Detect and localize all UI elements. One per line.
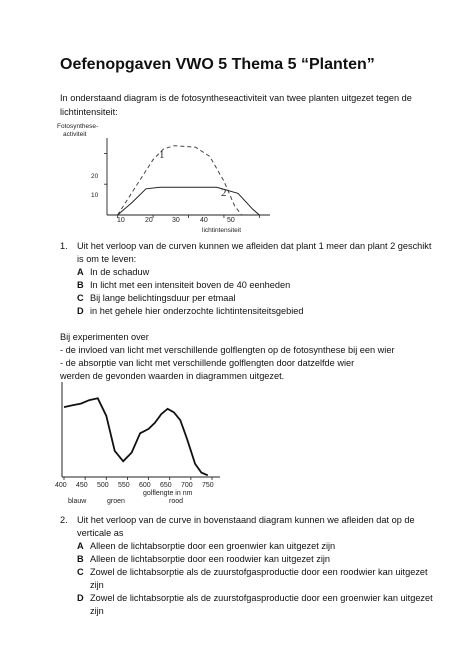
chart1-xtick-30: 30 — [172, 217, 180, 224]
option-text: Alleen de lichtabsorptie door een groenwier kan uitgezet zijn — [90, 541, 336, 551]
option-letter: D — [77, 306, 84, 316]
option-text: Bij lange belichtingsduur per etmaal — [90, 293, 236, 303]
chart2-xtick-750: 750 — [202, 482, 214, 489]
absorption-curve — [64, 398, 208, 475]
question-2-option-d[interactable] — [77, 592, 433, 605]
question-2-option-c[interactable] — [77, 566, 428, 579]
option-text: Zowel de lichtabsorptie als de zuurstofgasproductie door een roodwier kan uitgezet — [90, 567, 428, 577]
experiments-line-3: - de absorptie van licht met verschillende golflengten door datzelfde wier — [60, 358, 355, 368]
chart2-xtick-400: 400 — [55, 482, 67, 489]
option-text: Zowel de lichtabsorptie als de zuurstofgasproductie door een groenwier kan uitgezet — [90, 593, 433, 603]
chart1-ylabel-2: activiteit — [63, 131, 87, 138]
question-1-number: 1. — [60, 241, 68, 251]
option-text: In de schaduw — [90, 267, 150, 277]
chart2-xtick-600: 600 — [139, 482, 151, 489]
intro-line-1: In onderstaand diagram is de fotosyntheseactiviteit van twee planten uitgezet tegen de — [60, 93, 412, 103]
option-letter: D — [77, 593, 84, 603]
curve-label-1: 1 — [159, 149, 165, 161]
question-1-line-2: is om te leven: — [77, 254, 137, 264]
option-letter: C — [77, 567, 84, 577]
color-label-groen: groen — [107, 498, 125, 505]
color-label-rood: rood — [169, 498, 184, 505]
chart1-xtick-20: 20 — [145, 217, 153, 224]
chart1-ytick-20: 20 — [91, 173, 99, 180]
chart2-xlabel: golflengte in nm — [143, 490, 193, 497]
intro-line-2: lichtintensiteit: — [60, 107, 118, 117]
question-2-line-2: verticale as — [77, 528, 124, 538]
question-2-line-1: Uit het verloop van de curve in bovenstaand diagram kunnen we afleiden dat op de — [77, 515, 415, 525]
question-2-number: 2. — [60, 515, 68, 525]
chart1-xtick-50: 50 — [227, 217, 235, 224]
question-1-line-1: Uit het verloop van de curven kunnen we afleiden dat plant 1 meer dan plant 2 geschikt — [77, 241, 432, 251]
option-text: in het gehele hier onderzochte lichtintensiteitsgebied — [90, 306, 304, 316]
page-title: Oefenopgaven VWO 5 Thema 5 “Planten” — [60, 56, 375, 73]
question-2-option-c-cont: zijn — [90, 580, 104, 590]
question-1-option-a[interactable] — [77, 266, 149, 279]
option-letter: A — [77, 541, 84, 551]
question-2-option-d-cont: zijn — [90, 606, 104, 616]
option-text: Alleen de lichtabsorptie door een roodwier kan uitgezet zijn — [90, 554, 331, 564]
question-1-option-d[interactable] — [77, 305, 304, 318]
curve-label-2: 2 — [221, 187, 227, 199]
chart2-xtick-650: 650 — [160, 482, 172, 489]
chart1-xtick-10: 10 — [117, 217, 125, 224]
chart2-xtick-550: 550 — [118, 482, 130, 489]
chart1-ylabel-1: Fotosynthese- — [57, 123, 99, 130]
question-1-option-c[interactable] — [77, 292, 236, 305]
experiments-line-4: werden de gevonden waarden in diagrammen uitgezet. — [60, 371, 285, 381]
option-letter: C — [77, 293, 84, 303]
option-text: In licht met een intensiteit boven de 40 eenheden — [90, 280, 291, 290]
chart2-xtick-500: 500 — [97, 482, 109, 489]
question-2-option-a[interactable] — [77, 540, 335, 553]
chart2-xtick-700: 700 — [181, 482, 193, 489]
photosynthesis-chart — [55, 120, 285, 238]
option-letter: A — [77, 267, 84, 277]
chart1-ytick-10: 10 — [91, 192, 99, 199]
question-2-option-b[interactable] — [77, 553, 330, 566]
question-1-option-b[interactable] — [77, 279, 290, 292]
option-letter: B — [77, 554, 84, 564]
curve-plant-1 — [118, 146, 242, 215]
color-label-blauw: blauw — [68, 498, 87, 505]
chart1-xtick-40: 40 — [200, 217, 208, 224]
experiments-line-1: Bij experimenten over — [60, 332, 149, 342]
chart2-xtick-450: 450 — [76, 482, 88, 489]
chart1-xlabel: lichtintensiteit — [202, 227, 242, 234]
experiments-line-2: - de invloed van licht met verschillende golflengten op de fotosynthese bij een wier — [60, 345, 395, 355]
absorption-chart — [55, 382, 285, 510]
option-letter: B — [77, 280, 84, 290]
